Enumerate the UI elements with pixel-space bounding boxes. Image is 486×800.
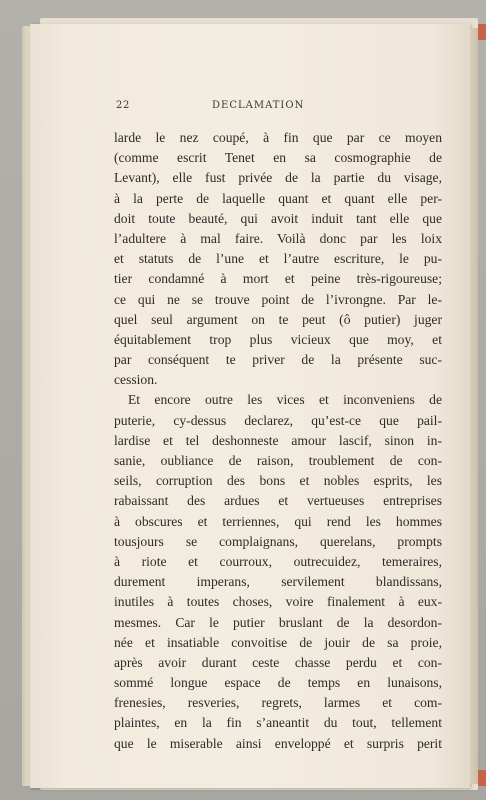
text-line: Levant), elle fust privée de la partie du visage, xyxy=(114,170,442,186)
text-line: à la perte de laquelle quant et quant elle per- xyxy=(114,190,442,206)
text-line: ce qui ne se trouve point de l’ivrongne. Par le- xyxy=(114,291,442,307)
text-line: cession. xyxy=(114,372,158,388)
text-line: que le miserable ainsi enveloppé et surpris perit xyxy=(114,735,442,751)
text-line: mesmes. Car le putier bruslant de la desordon- xyxy=(114,614,442,630)
text-line: doit toute beauté, qui avoit induit tant elle que xyxy=(114,210,442,226)
page-number: 22 xyxy=(116,100,130,111)
page-stack-edge xyxy=(470,28,478,784)
text-line: rabaissant des ardues et vertueuses entreprises xyxy=(114,493,442,509)
bookmark-tab-bottom xyxy=(478,770,486,786)
body-text xyxy=(114,128,442,754)
text-line: équitablement trop plus vicieux que moy, et xyxy=(114,331,442,347)
text-line: durement imperans, servilement blandissans, xyxy=(114,574,442,590)
text-line: plaintes, en la fin s’aneantit du tout, tellement xyxy=(114,715,442,731)
text-line: tousjours se complaignans, querelans, prompts xyxy=(114,533,442,549)
running-title: DECLAMATION xyxy=(212,100,305,111)
text-line: sanie, oubliance de raison, troublement de con- xyxy=(114,453,442,468)
text-line: après avoir durant ceste chasse perdu et con- xyxy=(114,654,442,670)
text-line: lardise et tel deshonneste amour lascif, sinon in- xyxy=(114,432,442,448)
text-line: (comme escrit Tenet en sa cosmographie de xyxy=(114,150,442,166)
text-line: frenesies, resveries, regrets, larmes et com- xyxy=(114,695,442,711)
text-line: l’adultere à mal faire. Voilà donc par les loix xyxy=(114,230,442,246)
text-line: Et encore outre les vices et inconveniens de xyxy=(128,392,442,408)
text-line: sommé longue espace de temps en lunaisons, xyxy=(114,675,442,691)
text-line: tier condamné à mort et peine très-rigoureuse; xyxy=(114,271,442,287)
text-line: à obscures et terriennes, qui rend les hommes xyxy=(114,513,442,529)
text-line: larde le nez coupé, à fin que par ce moyen xyxy=(114,130,442,145)
text-line: seils, corruption des bons et nobles esprits, les xyxy=(114,473,442,489)
text-line: inutiles à toutes choses, voire finalement à eux- xyxy=(114,594,442,610)
text-line: à riote et courroux, outrecuidez, temeraires, xyxy=(114,553,442,569)
text-line: et statuts de l’une et l’autre escriture, le pu- xyxy=(114,251,442,267)
text-line: née et insatiable convoitise de jouir de sa proie, xyxy=(114,634,442,650)
text-line: puterie, cy-dessus declarez, qu’est-ce que pail- xyxy=(114,412,442,428)
text-line: par conséquent te priver de la présente suc- xyxy=(114,352,442,368)
text-line: quel seul argument on te peut (ô putier) juger xyxy=(114,311,442,327)
bookmark-tab-top xyxy=(478,24,486,40)
